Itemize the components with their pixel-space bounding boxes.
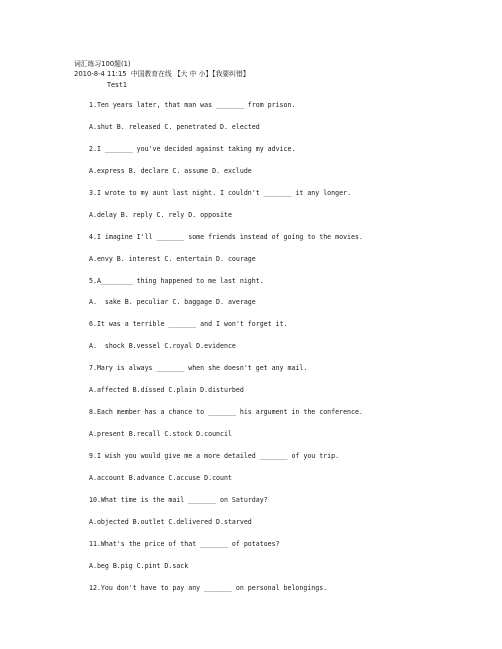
options-2: A.express B. declare C. assume D. exclude: [89, 167, 252, 175]
document-title: 词汇练习100题(1): [74, 60, 131, 68]
options-6: A. shock B.vessel C.royal D.evidence: [89, 342, 236, 350]
options-9: A.account B.advance C.accuse D.count: [89, 474, 232, 482]
question-11: 11.What's the price of that _______ of potatoes?: [89, 540, 280, 548]
options-11: A.beg B.pig C.pint D.sack: [89, 562, 189, 570]
question-2: 2.I _______ you've decided against taking my advice.: [89, 145, 296, 153]
question-10: 10.What time is the mail _______ on Saturday?: [89, 496, 268, 504]
question-12: 12.You don't have to pay any _______ on personal belongings.: [89, 584, 328, 592]
question-9: 9.I wish you would give me a more detailed _______ of you trip.: [89, 452, 340, 460]
test-label: Test1: [107, 81, 127, 89]
options-10: A.objected B.outlet C.delivered D.starved: [89, 518, 252, 526]
options-5: A. sake B. peculiar C. baggage D. average: [89, 298, 256, 306]
question-1: 1.Ten years later, that man was _______ from prison.: [89, 101, 296, 109]
options-7: A.affected B.dissed C.plain D.disturbed: [89, 386, 244, 394]
question-5: 5.A________ thing happened to me last night.: [89, 277, 264, 285]
question-8: 8.Each member has a chance to _______ his argument in the conference.: [89, 408, 363, 416]
question-6: 6.It was a terrible _______ and I won't forget it.: [89, 320, 288, 328]
question-3: 3.I wrote to my aunt last night. I couldn't _______ it any longer.: [89, 189, 352, 197]
document-meta: 2010-8-4 11:15 中国教育在线 【大 中 小】【我要纠错】: [74, 70, 250, 78]
options-4: A.envy B. interest C. entertain D. courage: [89, 255, 256, 263]
options-8: A.present B.recall C.stock D.council: [89, 430, 232, 438]
options-1: A.shut B. released C. penetrated D. elected: [89, 123, 260, 131]
options-3: A.delay B. reply C. rely D. opposite: [89, 211, 232, 219]
question-4: 4.I imagine I'll _______ some friends instead of going to the movies.: [89, 233, 363, 241]
question-7: 7.Mary is always _______ when she doesn't get any mail.: [89, 364, 308, 372]
